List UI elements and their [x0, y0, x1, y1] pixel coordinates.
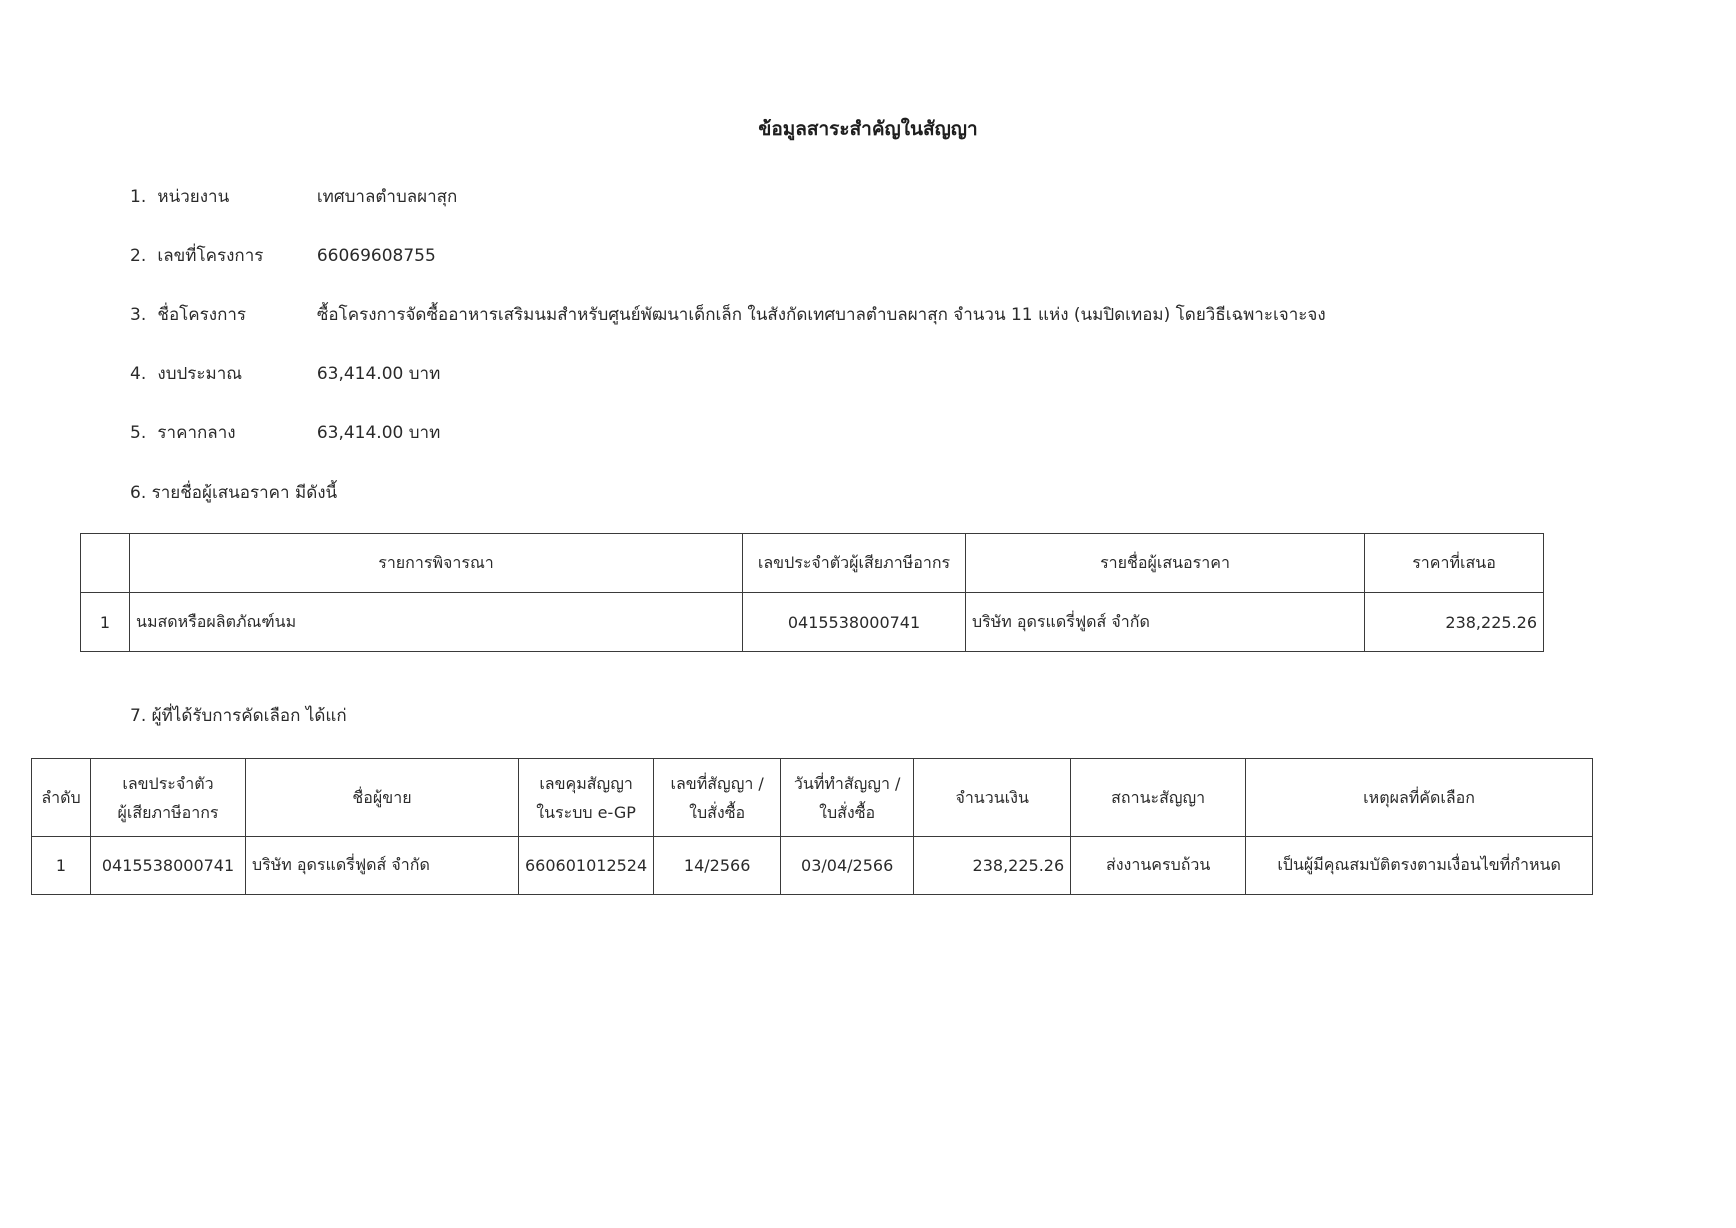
table-cell: เป็นผู้มีคุณสมบัติตรงตามเงื่อนไขที่กำหนด [1246, 837, 1593, 895]
table-cell: บริษัท อุดรแดรี่ฟูดส์ จำกัด [966, 593, 1365, 652]
table-cell: 660601012524 [519, 837, 654, 895]
info-number: 1. [130, 187, 147, 207]
column-header: รายการพิจารณา [130, 534, 743, 593]
column-header [781, 759, 914, 837]
header-line: ในระบบ e-GP [536, 802, 636, 822]
table-header-row [32, 759, 1593, 837]
info-value: ซื้อโครงการจัดซื้ออาหารเสริมนมสำหรับศูนย์พัฒนาเด็กเล็ก ในสังกัดเทศบาลตำบลผาสุก จำนวน 11 แห่ง (นมปิดเทอม) โดยวิธีเฉพาะเจาะจง [316, 305, 1326, 325]
info-label: ชื่อโครงการ [157, 305, 247, 325]
info-value: 63,414.00 บาท [316, 423, 441, 443]
column-header: รายชื่อผู้เสนอราคา [966, 534, 1365, 593]
header-line: เลขที่สัญญา / [670, 773, 764, 793]
header-line: ลำดับ [41, 788, 81, 807]
header-line: เลขคุมสัญญา [539, 773, 633, 793]
table-cell: ส่งงานครบถ้วน [1071, 837, 1246, 895]
bidders-table [80, 533, 1544, 652]
table-row [32, 837, 1593, 895]
info-number: 4. [130, 364, 147, 384]
table-cell: นมสดหรือผลิตภัณฑ์นม [130, 593, 743, 652]
info-budget [130, 361, 440, 387]
column-header: เลขประจำตัวผู้เสียภาษีอากร [743, 534, 966, 593]
table-cell: 0415538000741 [743, 593, 966, 652]
info-agency [130, 184, 457, 210]
column-header [91, 759, 246, 837]
header-line: ชื่อผู้ขาย [352, 788, 412, 807]
table-cell: 0415538000741 [91, 837, 246, 895]
header-line: ใบสั่งซื้อ [819, 802, 876, 822]
info-label: ราคากลาง [157, 423, 236, 443]
header-line: สถานะสัญญา [1111, 788, 1206, 807]
header-line: เลขประจำตัว [122, 773, 214, 793]
table-cell: 03/04/2566 [781, 837, 914, 895]
selected-vendor-table [31, 758, 1593, 895]
info-project-name [130, 302, 1326, 328]
info-value: 66069608755 [316, 246, 436, 266]
column-header: ราคาที่เสนอ [1365, 534, 1544, 593]
info-median-price [130, 420, 440, 446]
column-header [654, 759, 781, 837]
bidders-heading: 6. รายชื่อผู้เสนอราคา มีดังนี้ [130, 483, 338, 503]
column-header [32, 759, 91, 837]
column-header [519, 759, 654, 837]
table-row [81, 593, 1544, 652]
header-line: จำนวนเงิน [955, 788, 1029, 807]
column-header [1246, 759, 1593, 837]
info-project-number [130, 243, 436, 269]
info-label: งบประมาณ [157, 364, 243, 384]
table-cell: บริษัท อุดรแดรี่ฟูดส์ จำกัด [246, 837, 519, 895]
header-line: ใบสั่งซื้อ [689, 802, 746, 822]
column-header [81, 534, 130, 593]
document-title: ข้อมูลสาระสำคัญในสัญญา [758, 118, 978, 140]
info-label: เลขที่โครงการ [157, 246, 264, 266]
info-label: หน่วยงาน [157, 187, 230, 207]
table-header-row [81, 534, 1544, 593]
column-header [914, 759, 1071, 837]
info-number: 3. [130, 305, 147, 325]
table-cell: 14/2566 [654, 837, 781, 895]
table-cell: 1 [32, 837, 91, 895]
table-cell: 1 [81, 593, 130, 652]
header-line: วันที่ทำสัญญา / [793, 773, 901, 793]
column-header [246, 759, 519, 837]
table-cell: 238,225.26 [914, 837, 1071, 895]
header-line: ผู้เสียภาษีอากร [117, 802, 219, 822]
info-number: 2. [130, 246, 147, 266]
table-cell: 238,225.26 [1365, 593, 1544, 652]
info-value: เทศบาลตำบลผาสุก [316, 187, 458, 207]
header-line: เหตุผลที่คัดเลือก [1363, 788, 1475, 807]
selected-heading: 7. ผู้ที่ได้รับการคัดเลือก ได้แก่ [130, 706, 347, 726]
info-number: 5. [130, 423, 147, 443]
column-header [1071, 759, 1246, 837]
info-value: 63,414.00 บาท [316, 364, 441, 384]
